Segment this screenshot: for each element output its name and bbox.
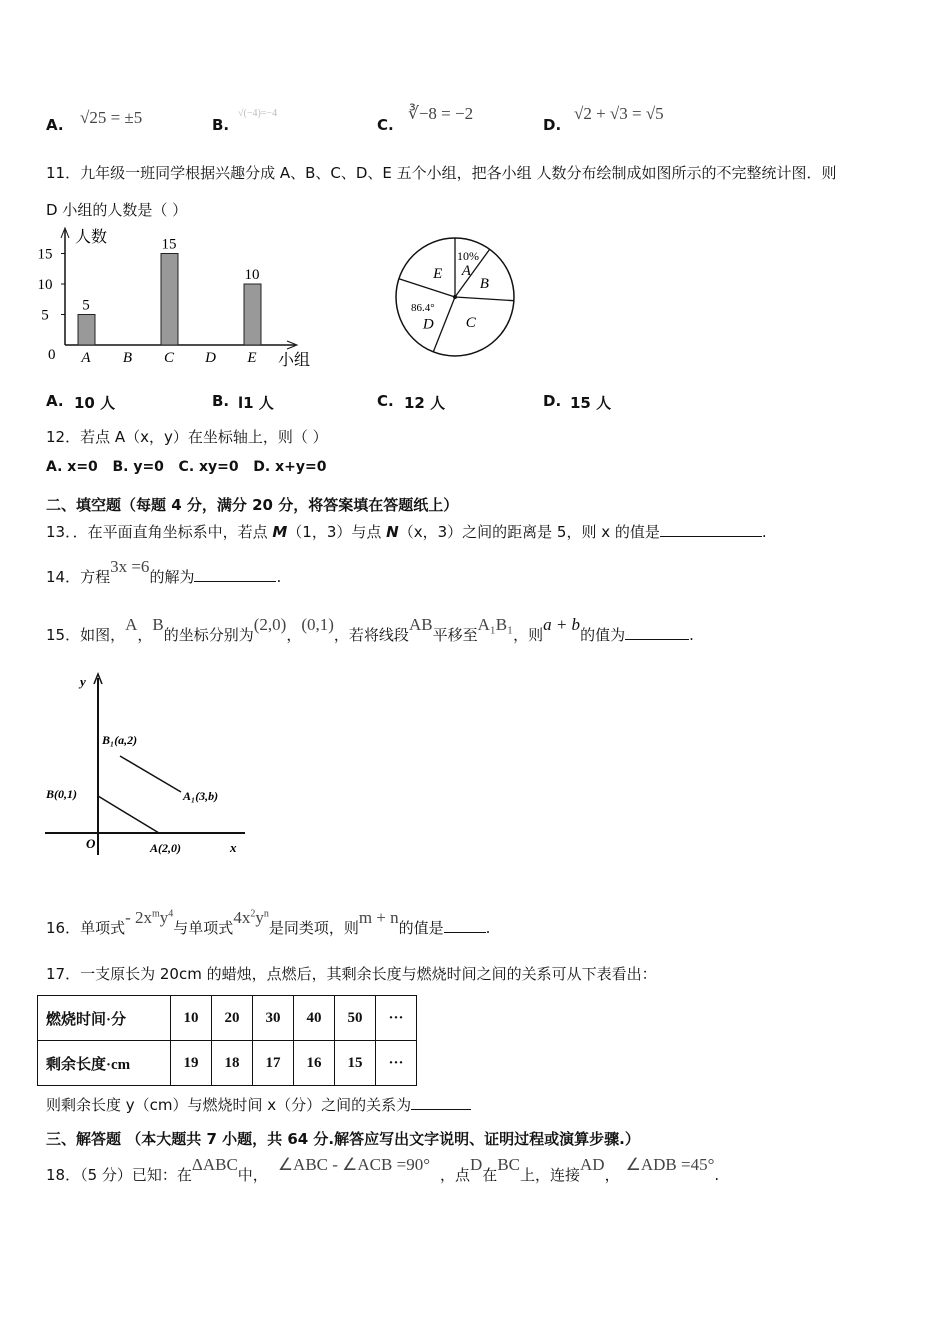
q16-m2-exp-2: 2 xyxy=(250,908,256,920)
point-b1-label: B₁(a,2) xyxy=(102,733,138,747)
q18-angle-adb: ∠ADB =45° xyxy=(625,1155,715,1174)
q15-pre: 15．如图， xyxy=(46,626,126,644)
q15-segment-a1b1: A₁B₁ xyxy=(477,615,514,634)
q15-end: . xyxy=(689,626,694,644)
q18-t4: 上，连接 xyxy=(520,1166,581,1184)
table-cell: 50 xyxy=(335,996,376,1041)
q18-point-d: D xyxy=(470,1155,483,1174)
row-header-time: 燃烧时间·分 xyxy=(38,996,171,1041)
q11-figures xyxy=(0,220,560,380)
x-tick-label: E xyxy=(247,350,257,366)
q18-end: . xyxy=(714,1166,720,1184)
x-tick-label: C xyxy=(163,350,175,366)
q11-text-line1: 11．九年级一班同学根据兴趣分成 A、B、C、D、E 五个小组，把各小组 人数分布绘制成如图所示的不完整统计图．则 xyxy=(46,164,837,182)
q18-triangle: ΔABC xyxy=(191,1155,238,1174)
q16-end: . xyxy=(485,919,491,937)
q15-t1: 的坐标分别为 xyxy=(163,626,254,644)
y-tick-label: 10 xyxy=(37,277,53,293)
q13-point-n: N xyxy=(386,523,399,541)
q17-after-text: 则剩余长度 y（cm）与燃烧时间 x（分）之间的关系为 xyxy=(46,1096,412,1114)
q16-m2-exp-n: n xyxy=(263,908,269,920)
table-cell: 10 xyxy=(171,996,212,1041)
section-3-heading: 三、解答题 （本大题共 7 小题，共 64 分.解答应写出文字说明、证明过程或演算步骤.） xyxy=(46,1130,640,1148)
point-a1-label: A₁(3,b) xyxy=(183,789,219,803)
y-tick-label: 15 xyxy=(37,246,53,263)
q12-option-a-letter: A. xyxy=(46,459,63,475)
q14 xyxy=(46,557,282,587)
q12-option-b-text: y=0 xyxy=(133,459,164,475)
q16-pre: 16．单项式 xyxy=(46,919,126,937)
x-axis-title: 小组 xyxy=(278,352,311,369)
q12-option-d-text: x+y=0 xyxy=(275,459,327,475)
q11-option-b-text: l1 人 xyxy=(238,394,274,412)
table-cell: 19 xyxy=(171,1041,212,1086)
point-a-label: A(2,0) xyxy=(150,841,181,855)
x-axis-label: x xyxy=(230,840,237,855)
pie-slice-label-A: A xyxy=(461,263,471,280)
q16-answer-blank[interactable] xyxy=(444,918,486,933)
q15-t4: ，则 xyxy=(513,626,544,644)
q14-end: . xyxy=(276,568,282,586)
q10-option-b-expr: √(−4)=−4 xyxy=(238,108,278,119)
q16-m1-coef: - 2x xyxy=(125,908,153,927)
bar-value-label: 15 xyxy=(161,236,177,253)
q15-coordinate-figure xyxy=(40,670,260,860)
q11-option-b-letter: B. xyxy=(212,392,230,410)
q12-option-c-text: xy=0 xyxy=(199,459,239,475)
q18-segment-ad: AD xyxy=(580,1155,605,1174)
q11-option-a-letter: A. xyxy=(46,392,64,410)
table-cell: ··· xyxy=(376,996,417,1041)
q16-t: 是同类项，则 xyxy=(268,919,359,937)
q16-expr-m-plus-n: m + n xyxy=(358,908,399,927)
q18-t1: 中， xyxy=(237,1166,268,1184)
q15-t2: ，若将线段 xyxy=(333,626,409,644)
q12-option-a-text: x=0 xyxy=(67,459,98,475)
bar-value-label: 10 xyxy=(244,267,260,283)
table-row xyxy=(38,1041,417,1086)
q11-option-c-letter: C. xyxy=(377,392,394,410)
q12-text: 12．若点 A（x，y）在坐标轴上，则（ ） xyxy=(46,428,328,446)
y-axis-label: y xyxy=(80,674,86,689)
q16-mid: 与单项式 xyxy=(173,919,234,937)
table-cell: 15 xyxy=(335,1041,376,1086)
x-tick-label: D xyxy=(205,350,216,366)
segment-a1b1 xyxy=(120,756,181,792)
pie-center xyxy=(453,295,457,299)
q18-pre: 18．（5 分）已知：在 xyxy=(46,1166,192,1184)
q15-comma2: ， xyxy=(286,626,302,644)
q10-option-a-letter: A. xyxy=(46,116,64,134)
pie-slice-label-C: C xyxy=(465,314,476,331)
q15-expr-a-plus-b: a + b xyxy=(543,615,581,634)
q14-equation: 3x =6 xyxy=(110,557,150,576)
q14-post: 的解为 xyxy=(149,568,195,586)
q18-t5: ， xyxy=(604,1166,620,1184)
pie-chart xyxy=(396,238,514,356)
q10-option-d-expr: √2 + √3 = √5 xyxy=(574,104,664,123)
origin-label: O xyxy=(86,836,96,851)
pie-slice-label-E: E xyxy=(433,266,443,283)
q18-angle-condition: ∠ABC - ∠ACB =90° xyxy=(277,1155,430,1174)
q16-m2-y: y xyxy=(255,908,264,927)
bar-C xyxy=(161,254,178,346)
q13-answer-blank[interactable] xyxy=(660,522,762,537)
q15-answer-blank[interactable] xyxy=(625,625,689,640)
y-tick-label: 5 xyxy=(41,307,49,324)
q15 xyxy=(46,615,694,645)
q12-option-b-letter: B. xyxy=(112,459,129,475)
q15-point-a: A xyxy=(125,615,138,634)
pie-label-d-angle: 86.4° xyxy=(411,302,435,314)
q14-pre: 14．方程 xyxy=(46,568,111,586)
q18-t2: ，点 xyxy=(440,1166,471,1184)
pie-slice-label-D: D xyxy=(422,316,434,333)
bar-chart xyxy=(38,228,311,369)
q15-coord-b: (0,1) xyxy=(301,615,334,634)
y-tick-label: 0 xyxy=(48,347,56,363)
table-cell: ··· xyxy=(376,1041,417,1086)
q10-option-c-expr: ∛−8 = −2 xyxy=(408,104,474,123)
q13-mid2: （x，3）之间的距离是 5，则 x 的值是 xyxy=(398,523,660,541)
q18 xyxy=(46,1155,720,1185)
q13-mid1: （1，3）与点 xyxy=(287,523,387,541)
point-b-label: B(0,1) xyxy=(46,787,77,801)
q15-comma: ， xyxy=(137,626,153,644)
q16 xyxy=(46,908,491,938)
table-cell: 18 xyxy=(212,1041,253,1086)
q10-option-a-expr: √25 = ±5 xyxy=(80,108,143,127)
q11-option-a-text: 10 人 xyxy=(74,394,116,412)
q13-point-m: M xyxy=(272,523,288,541)
bar-E xyxy=(244,284,261,345)
table-cell: 30 xyxy=(253,996,294,1041)
segment-ab xyxy=(98,796,159,833)
q16-post: 的值是 xyxy=(398,919,444,937)
table-row xyxy=(38,996,417,1041)
q11-option-d-text: 15 人 xyxy=(570,394,612,412)
q18-segment-bc: BC xyxy=(497,1155,520,1174)
bar-A xyxy=(78,315,95,346)
q13-end: . xyxy=(761,523,767,541)
q18-t3: 在 xyxy=(482,1166,498,1184)
section-2-heading: 二、填空题（每题 4 分，满分 20 分，将答案填在答题纸上） xyxy=(46,496,459,514)
q11-text-line2: D 小组的人数是（ ） xyxy=(46,201,188,219)
q12-option-c-letter: C. xyxy=(178,459,195,475)
q12-option-d-letter: D. xyxy=(253,459,271,475)
table-cell: 17 xyxy=(253,1041,294,1086)
q16-m1-exp-m: m xyxy=(152,908,160,920)
q12-options xyxy=(46,459,326,475)
q13 xyxy=(46,521,767,542)
q16-m1-y: y xyxy=(159,908,169,927)
row-header-length: 剩余长度·cm xyxy=(38,1041,171,1086)
q16-monomial-2 xyxy=(233,908,269,927)
q15-t3: 平移至 xyxy=(432,626,478,644)
q17-answer-blank[interactable] xyxy=(411,1095,471,1110)
q15-t5: 的值为 xyxy=(580,626,626,644)
x-tick-label: B xyxy=(122,350,133,366)
candle-table xyxy=(37,995,417,1086)
table-cell: 40 xyxy=(294,996,335,1041)
y-axis-title: 人数 xyxy=(75,229,108,246)
q11-option-d-letter: D. xyxy=(543,392,562,410)
q17-text: 17．一支原长为 20cm 的蜡烛，点燃后，其剩余长度与燃烧时间之间的关系可从下表看出： xyxy=(46,965,657,983)
q10-option-d-letter: D. xyxy=(543,116,562,134)
pie-label-a-percent: 10% xyxy=(457,249,479,263)
q16-m1-exp-4: 4 xyxy=(168,908,174,920)
q14-answer-blank[interactable] xyxy=(194,567,276,582)
pie-slice-label-B: B xyxy=(479,276,489,293)
q15-point-b: B xyxy=(152,615,164,634)
q17-after xyxy=(46,1094,471,1115)
q13-pre: 13．．在平面直角坐标系中，若点 xyxy=(46,523,273,541)
q11-option-c-text: 12 人 xyxy=(404,394,446,412)
bar-value-label: 5 xyxy=(82,297,90,314)
x-tick-label: A xyxy=(81,350,91,366)
q16-monomial-1 xyxy=(125,908,173,927)
table-cell: 16 xyxy=(294,1041,335,1086)
q10-option-b-letter: B. xyxy=(212,116,230,134)
q16-m2-coef: 4x xyxy=(233,908,251,927)
table-cell: 20 xyxy=(212,996,253,1041)
q15-segment-ab: AB xyxy=(408,615,433,634)
q10-option-c-letter: C. xyxy=(377,116,394,134)
q15-coord-a: (2,0) xyxy=(253,615,287,634)
